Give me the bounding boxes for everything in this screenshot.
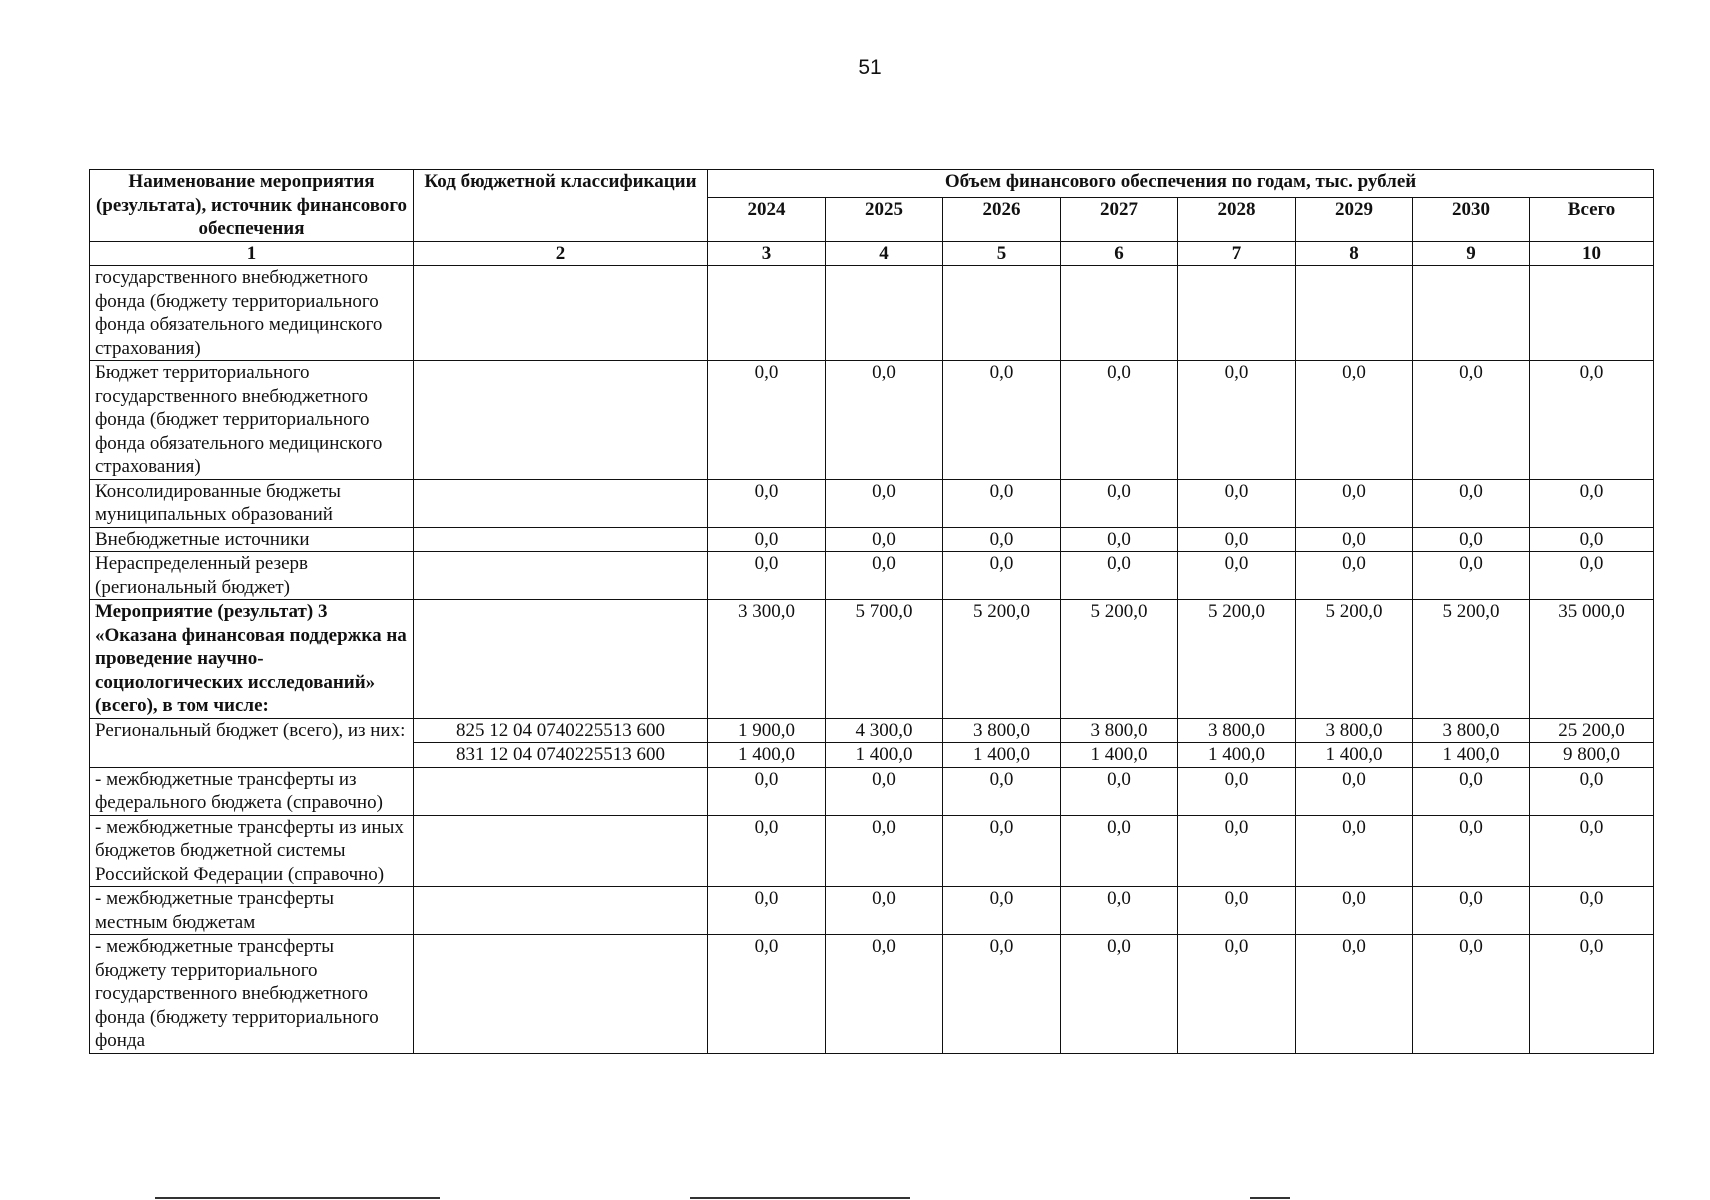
row-value: 0,0 [1413, 479, 1530, 527]
column-number: 2 [414, 241, 708, 266]
scan-edge-line [155, 1197, 440, 1199]
row-value: 0,0 [1061, 887, 1178, 935]
row-value: 1 400,0 [943, 743, 1061, 768]
row-value: 0,0 [1061, 767, 1178, 815]
row-value: 0,0 [1061, 552, 1178, 600]
row-name: - межбюджетные трансферты из федерального бюджета (справочно) [90, 767, 414, 815]
row-value: 0,0 [1061, 935, 1178, 1054]
column-numbers-row [90, 241, 1654, 266]
row-value [1413, 266, 1530, 361]
row-value: 0,0 [1178, 767, 1296, 815]
row-value: 3 300,0 [708, 600, 826, 719]
row-value: 0,0 [1530, 887, 1654, 935]
row-value: 0,0 [826, 815, 943, 887]
column-number: 3 [708, 241, 826, 266]
row-value: 0,0 [826, 935, 943, 1054]
row-name: - межбюджетные трансферты местным бюджетам [90, 887, 414, 935]
row-value: 0,0 [1296, 479, 1413, 527]
row-code [414, 887, 708, 935]
row-value: 0,0 [943, 935, 1061, 1054]
row-value: 0,0 [708, 527, 826, 552]
row-code [414, 815, 708, 887]
row-value: 0,0 [708, 887, 826, 935]
row-value: 0,0 [1530, 767, 1654, 815]
row-value: 3 800,0 [1296, 718, 1413, 743]
row-value: 0,0 [1178, 815, 1296, 887]
header-total: Всего [1530, 197, 1654, 241]
header-year: 2025 [826, 197, 943, 241]
column-number: 5 [943, 241, 1061, 266]
header-year: 2028 [1178, 197, 1296, 241]
row-value: 0,0 [1530, 361, 1654, 480]
row-value: 0,0 [708, 361, 826, 480]
table-row [90, 552, 1654, 600]
row-value: 1 400,0 [1178, 743, 1296, 768]
table-row [90, 479, 1654, 527]
row-value: 0,0 [1413, 815, 1530, 887]
row-value: 0,0 [1530, 552, 1654, 600]
row-value: 0,0 [943, 479, 1061, 527]
table-row [90, 935, 1654, 1054]
row-value: 0,0 [943, 527, 1061, 552]
scan-edge-line [690, 1197, 910, 1199]
row-value: 0,0 [1296, 815, 1413, 887]
row-code [414, 266, 708, 361]
row-value [1178, 266, 1296, 361]
table-row [90, 361, 1654, 480]
row-value: 0,0 [1061, 527, 1178, 552]
row-value: 0,0 [826, 479, 943, 527]
row-value: 0,0 [708, 552, 826, 600]
table-row [90, 887, 1654, 935]
row-value: 0,0 [1178, 887, 1296, 935]
row-value: 0,0 [1413, 361, 1530, 480]
header-year: 2026 [943, 197, 1061, 241]
row-name: Региональный бюджет (всего), из них: [90, 718, 414, 767]
row-value: 0,0 [826, 767, 943, 815]
header-year: 2024 [708, 197, 826, 241]
row-name: Мероприятие (результат) 3 «Оказана финансовая поддержка на проведение научно-социологических исследований» (всего), в том числе: [90, 600, 414, 719]
row-value: 0,0 [1413, 527, 1530, 552]
row-value: 4 300,0 [826, 718, 943, 743]
header-name: Наименование мероприятия (результата), источник финансового обеспечения [90, 170, 414, 242]
row-value: 0,0 [1413, 887, 1530, 935]
row-value: 0,0 [1530, 527, 1654, 552]
table-row [90, 266, 1654, 361]
row-name: Внебюджетные источники [90, 527, 414, 552]
row-value: 3 800,0 [1413, 718, 1530, 743]
page-number: 51 [858, 56, 882, 79]
table-row [90, 600, 1654, 719]
row-value: 0,0 [708, 935, 826, 1054]
row-value: 0,0 [943, 815, 1061, 887]
row-value: 0,0 [1530, 479, 1654, 527]
header-code: Код бюджетной классификации [414, 170, 708, 242]
row-value: 0,0 [1296, 935, 1413, 1054]
column-number: 8 [1296, 241, 1413, 266]
row-value: 0,0 [1178, 527, 1296, 552]
row-name: Бюджет территориального государственного внебюджетного фонда (бюджет территориального фонда обязательного медицинского страхования) [90, 361, 414, 480]
row-value [826, 266, 943, 361]
row-value [708, 266, 826, 361]
column-number: 1 [90, 241, 414, 266]
row-value: 35 000,0 [1530, 600, 1654, 719]
row-code: 825 12 04 0740225513 600 [414, 718, 708, 743]
row-value: 0,0 [708, 767, 826, 815]
header-volume: Объем финансового обеспечения по годам, тыс. рублей [708, 170, 1654, 198]
table-row [90, 815, 1654, 887]
row-value: 0,0 [943, 361, 1061, 480]
row-value: 0,0 [826, 887, 943, 935]
row-value: 0,0 [1296, 361, 1413, 480]
header-year: 2029 [1296, 197, 1413, 241]
row-value: 0,0 [1061, 479, 1178, 527]
row-value: 0,0 [1296, 552, 1413, 600]
table-row [90, 718, 1654, 743]
row-value: 0,0 [1296, 887, 1413, 935]
row-value: 0,0 [1178, 479, 1296, 527]
column-number: 4 [826, 241, 943, 266]
row-value: 3 800,0 [943, 718, 1061, 743]
row-value: 0,0 [1530, 815, 1654, 887]
header-year: 2027 [1061, 197, 1178, 241]
row-value: 0,0 [826, 527, 943, 552]
table-row [90, 527, 1654, 552]
row-code [414, 527, 708, 552]
row-value: 0,0 [826, 552, 943, 600]
row-value: 0,0 [1413, 552, 1530, 600]
row-name: - межбюджетные трансферты бюджету территориального государственного внебюджетного фонда (бюджету территориального фонда [90, 935, 414, 1054]
column-number: 10 [1530, 241, 1654, 266]
row-value: 0,0 [1530, 935, 1654, 1054]
row-value: 5 200,0 [943, 600, 1061, 719]
row-value: 1 400,0 [1061, 743, 1178, 768]
row-value: 9 800,0 [1530, 743, 1654, 768]
row-value: 25 200,0 [1530, 718, 1654, 743]
row-value: 0,0 [708, 815, 826, 887]
row-value: 3 800,0 [1178, 718, 1296, 743]
row-code [414, 767, 708, 815]
row-value: 1 400,0 [1413, 743, 1530, 768]
table-row [90, 767, 1654, 815]
row-code [414, 361, 708, 480]
row-value: 1 400,0 [826, 743, 943, 768]
column-number: 9 [1413, 241, 1530, 266]
row-value [943, 266, 1061, 361]
row-value: 5 200,0 [1178, 600, 1296, 719]
row-value: 0,0 [943, 767, 1061, 815]
budget-table [89, 169, 1654, 1054]
row-name: Консолидированные бюджеты муниципальных образований [90, 479, 414, 527]
row-value: 5 200,0 [1413, 600, 1530, 719]
header-year: 2030 [1413, 197, 1530, 241]
row-value: 0,0 [1178, 935, 1296, 1054]
row-value: 3 800,0 [1061, 718, 1178, 743]
row-name: государственного внебюджетного фонда (бюджету территориального фонда обязательного медицинского страхования) [90, 266, 414, 361]
row-name: - межбюджетные трансферты из иных бюджетов бюджетной системы Российской Федерации (справочно) [90, 815, 414, 887]
row-code [414, 552, 708, 600]
row-value: 0,0 [708, 479, 826, 527]
row-value [1530, 266, 1654, 361]
row-value: 1 400,0 [708, 743, 826, 768]
row-value [1061, 266, 1178, 361]
row-value: 1 900,0 [708, 718, 826, 743]
row-value: 0,0 [943, 887, 1061, 935]
column-number: 7 [1178, 241, 1296, 266]
row-code: 831 12 04 0740225513 600 [414, 743, 708, 768]
row-value: 0,0 [943, 552, 1061, 600]
row-value: 0,0 [1413, 767, 1530, 815]
row-value: 5 700,0 [826, 600, 943, 719]
row-value [1296, 266, 1413, 361]
row-value: 0,0 [1061, 361, 1178, 480]
row-value: 0,0 [826, 361, 943, 480]
row-code [414, 600, 708, 719]
row-value: 0,0 [1296, 767, 1413, 815]
row-value: 5 200,0 [1296, 600, 1413, 719]
row-code [414, 479, 708, 527]
row-name: Нераспределенный резерв (региональный бюджет) [90, 552, 414, 600]
scan-edge-line [1250, 1197, 1290, 1199]
row-value: 0,0 [1178, 361, 1296, 480]
row-value: 1 400,0 [1296, 743, 1413, 768]
row-code [414, 935, 708, 1054]
row-value: 0,0 [1413, 935, 1530, 1054]
row-value: 5 200,0 [1061, 600, 1178, 719]
row-value: 0,0 [1178, 552, 1296, 600]
row-value: 0,0 [1061, 815, 1178, 887]
row-value: 0,0 [1296, 527, 1413, 552]
column-number: 6 [1061, 241, 1178, 266]
